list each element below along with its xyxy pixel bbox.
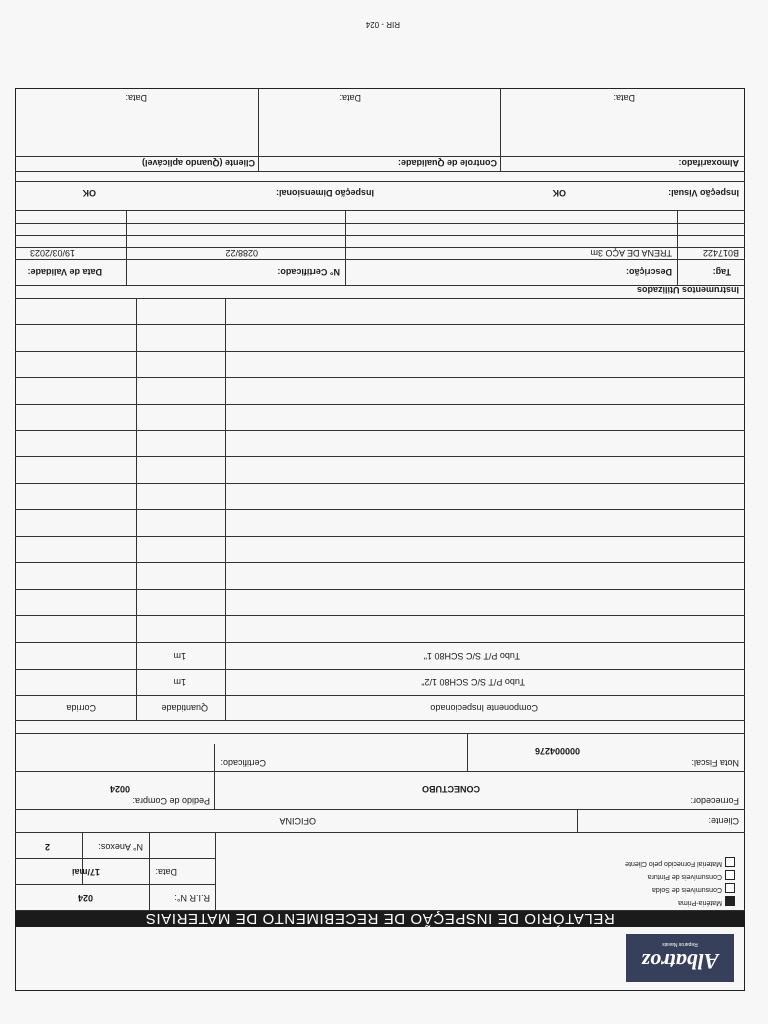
col-certificado: N° Certificado: — [277, 267, 340, 277]
instr-row-1-certificado: 0288/22 — [225, 248, 258, 258]
solda-checkbox[interactable] — [725, 883, 735, 893]
col-descricao: Descrição: — [625, 267, 672, 277]
materia-prima-checkbox[interactable] — [725, 896, 735, 906]
almoxarifado-data-label: Data: — [613, 93, 635, 103]
fornecedor-label: Fornecedor: — [690, 796, 739, 806]
controle-qualidade-label: Controle de Qualidade: — [397, 158, 497, 168]
cliente-material-checkbox[interactable] — [725, 857, 735, 867]
certificado-label: Certificado: — [220, 758, 266, 768]
solda-label: Consumíveis de Solda — [651, 886, 722, 893]
pintura-label: Consumíveis de Pintura — [647, 873, 722, 880]
data-label: Data: — [155, 867, 177, 877]
nota-fiscal-label: Nota Fiscal: — [691, 758, 739, 768]
pedido-value: 0024 — [109, 784, 130, 794]
instr-row-1-descricao: TRENA DE AÇO 3m — [590, 248, 672, 258]
form-title: RELATÓRIO DE INSPEÇÃO DE RECEBIMENTO DE MATERIAIS — [15, 911, 745, 927]
inspecao-visual-label: Inspeção Visual: — [668, 188, 739, 198]
component-row-1-qty: 1m — [173, 677, 186, 687]
col-quantidade: Quantidade — [161, 703, 208, 713]
data-value: 17/mai — [71, 867, 100, 877]
cliente-value: OFICINA — [279, 816, 316, 826]
pintura-checkbox[interactable] — [725, 870, 735, 880]
nota-fiscal-value: 000004276 — [534, 746, 580, 756]
company-logo — [626, 934, 734, 982]
instrumentos-title: Instrumentos Utilizados — [636, 285, 739, 295]
col-validade: Data de Validade: — [27, 267, 102, 277]
rir-label: R.I.R N°: — [174, 893, 210, 903]
inspecao-visual-value: OK — [552, 188, 566, 198]
cliente-data-label: Data: — [125, 93, 147, 103]
col-componente: Componente Inspecionado — [430, 703, 538, 713]
doc-code: RIR - 024 — [365, 20, 400, 29]
col-tag: Tag: — [712, 267, 731, 277]
logo-subtitle: Reparos Navais — [662, 941, 698, 948]
almoxarifado-label: Almoxarifado: — [678, 158, 739, 168]
col-corrida: Corrida — [66, 703, 96, 713]
fornecedor-value: CONECTUBO — [422, 784, 480, 794]
inspecao-dimensional-value: OK — [82, 188, 96, 198]
cliente-material-label: Material Fornecido pelo Cliente — [625, 860, 722, 867]
anexos-label: N° Anexos: — [98, 842, 143, 852]
pedido-label: Pedido de Compra: — [132, 796, 210, 806]
cliente-label: Cliente: — [708, 816, 739, 826]
anexos-value: 2 — [44, 842, 50, 852]
rir-value: 024 — [77, 893, 93, 903]
cliente-aplicavel-label: Cliente (Quando aplicável) — [141, 158, 255, 168]
component-row-2-name: Tubo P/T S/C SCH80 1" — [423, 651, 520, 661]
component-row-1-name: Tubo P/T S/C SCH80 1/2" — [421, 677, 525, 687]
qualidade-data-label: Data: — [339, 93, 361, 103]
logo-name: Albatroz — [641, 949, 719, 975]
instr-row-1-tag: B017422 — [702, 248, 739, 258]
component-row-2-qty: 1m — [173, 651, 186, 661]
materia-prima-label: Matéria-Prima — [678, 899, 722, 906]
inspecao-dimensional-label: Inspeção Dimensional: — [275, 188, 374, 198]
instr-row-1-validade: 19/03/2023 — [29, 248, 75, 258]
